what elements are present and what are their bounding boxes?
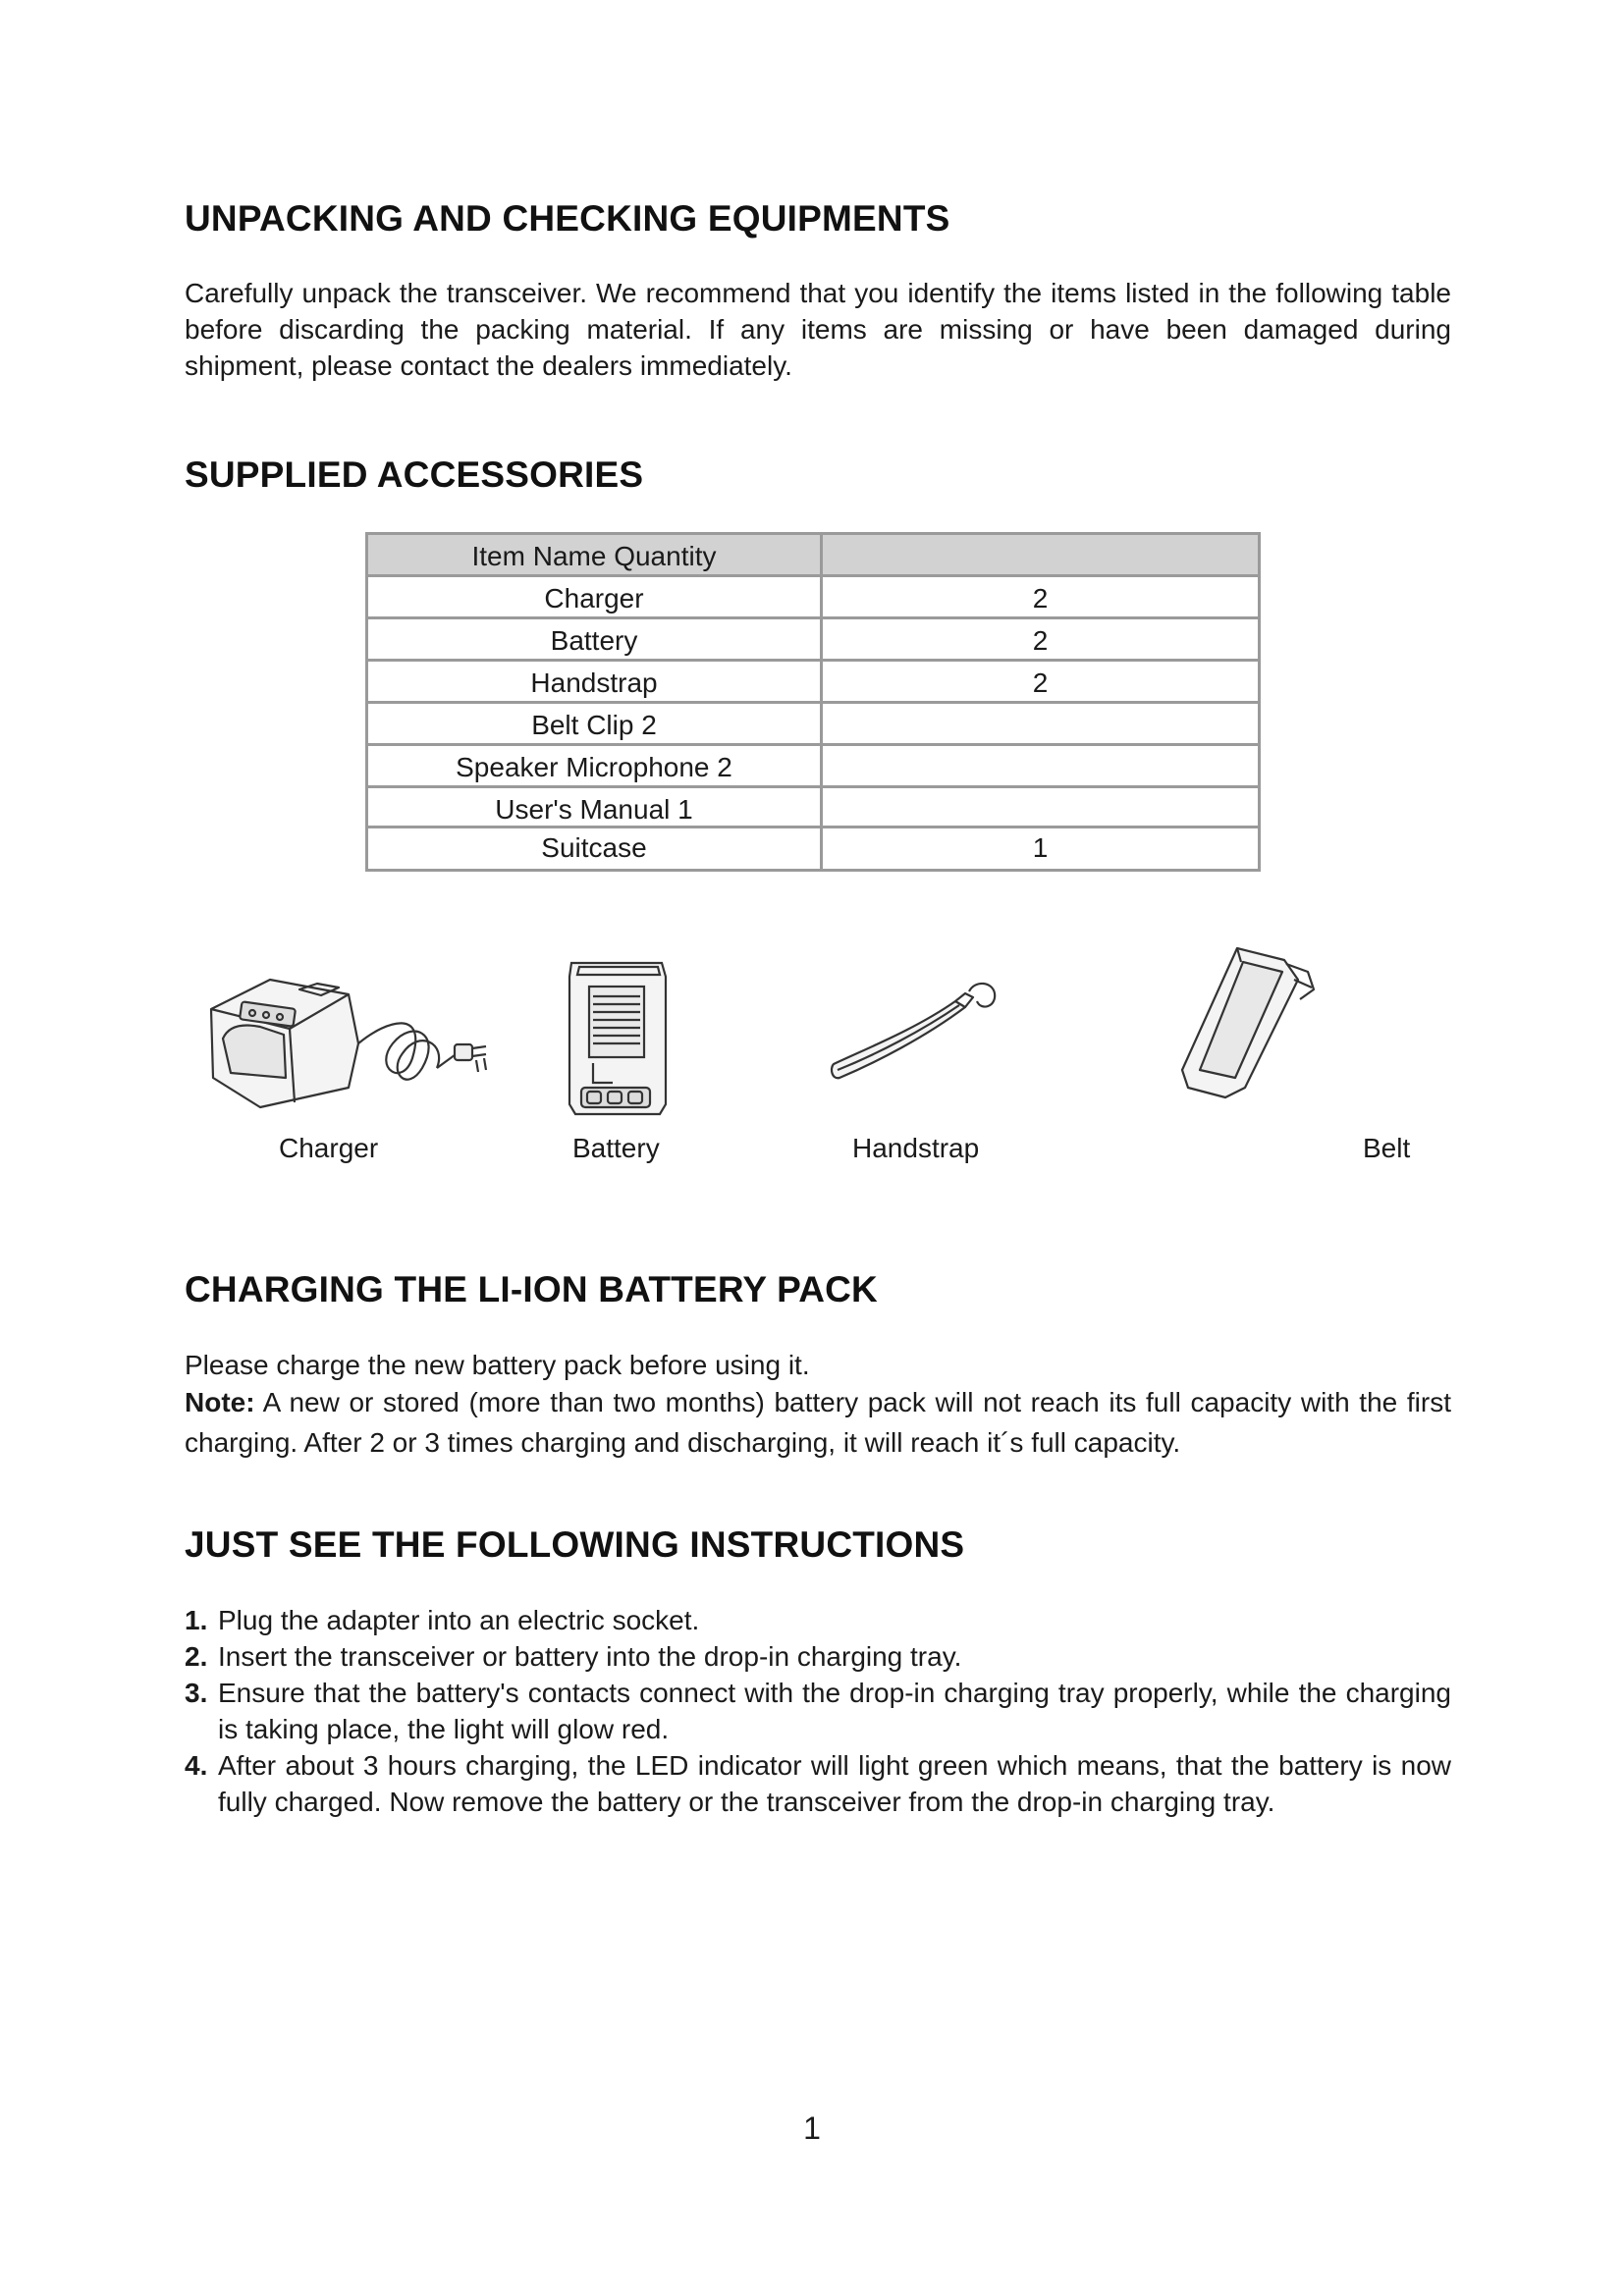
table-cell-quantity: 2 bbox=[1032, 625, 1049, 656]
unpacking-paragraph: Carefully unpack the transceiver. We recommend that you identify the items listed in the following table before discarding the packing material. If any items are missing or have been damaged during shipment, please contact the dealers immediately. bbox=[185, 278, 1451, 381]
table-row bbox=[368, 746, 1258, 788]
table-row bbox=[368, 704, 1258, 746]
table-header-cell: Item Name Quantity bbox=[471, 541, 717, 571]
table-row bbox=[368, 662, 1258, 704]
table-row-divider bbox=[368, 616, 1258, 619]
table-row-divider bbox=[368, 785, 1258, 788]
instruction-list bbox=[185, 1602, 1451, 1820]
charger-icon bbox=[201, 950, 496, 1127]
table-row bbox=[368, 788, 1258, 830]
step-text: Ensure that the battery's contacts connect with the drop-in charging tray properly, while the charging is taking place, the light will glow red. bbox=[218, 1678, 1451, 1744]
figure-caption-charger: Charger bbox=[279, 1133, 379, 1163]
step-number: 4. bbox=[185, 1750, 208, 1781]
charging-heading: CHARGING THE LI-ION BATTERY PACK bbox=[185, 1269, 878, 1309]
table-row-divider bbox=[368, 574, 1258, 577]
note-text: A new or stored (more than two months) battery pack will not reach its full capacity with the first charging. After 2 or 3 times charging and discharging, it will reach it´s full capacity. bbox=[185, 1387, 1451, 1458]
table-header-row bbox=[368, 535, 1258, 577]
table-cell-quantity: 1 bbox=[1032, 832, 1049, 863]
table-cell-quantity bbox=[823, 788, 1258, 830]
list-item bbox=[185, 1602, 1451, 1638]
table-cell-item: Suitcase bbox=[541, 832, 647, 863]
handstrap-icon bbox=[828, 980, 1004, 1093]
accessories-heading: SUPPLIED ACCESSORIES bbox=[185, 454, 644, 495]
step-number: 2. bbox=[185, 1641, 208, 1672]
charging-note bbox=[185, 1382, 1451, 1463]
note-label: Note: bbox=[185, 1387, 255, 1417]
list-item bbox=[185, 1675, 1451, 1747]
table-row bbox=[368, 577, 1258, 619]
instructions-heading: JUST SEE THE FOLLOWING INSTRUCTIONS bbox=[185, 1524, 965, 1565]
table-cell-quantity: 2 bbox=[1032, 583, 1049, 614]
charging-intro: Please charge the new battery pack before using it. bbox=[185, 1350, 810, 1380]
list-item bbox=[185, 1638, 1451, 1675]
table-row bbox=[368, 619, 1258, 662]
step-text: Insert the transceiver or battery into the drop-in charging tray. bbox=[218, 1641, 962, 1672]
step-number: 3. bbox=[185, 1678, 208, 1708]
battery-icon bbox=[564, 957, 672, 1119]
unpacking-heading: UNPACKING AND CHECKING EQUIPMENTS bbox=[185, 198, 950, 239]
table-cell-item: Handstrap bbox=[530, 667, 658, 698]
page-number: 1 bbox=[803, 2110, 821, 2146]
table-row-divider bbox=[368, 743, 1258, 746]
table-row-divider bbox=[368, 659, 1258, 662]
list-item bbox=[185, 1747, 1451, 1820]
table-cell-item: Battery bbox=[550, 625, 638, 656]
step-number: 1. bbox=[185, 1605, 208, 1635]
table-cell-item: Charger bbox=[544, 583, 644, 614]
table-header-cell bbox=[823, 535, 1258, 577]
table-row bbox=[368, 827, 1258, 869]
figure-caption-battery: Battery bbox=[572, 1133, 660, 1163]
table-cell-item: User's Manual 1 bbox=[495, 794, 693, 825]
table-cell-item: Belt Clip 2 bbox=[531, 710, 657, 740]
belt-clip-icon bbox=[1176, 940, 1324, 1107]
table-cell-quantity bbox=[823, 746, 1258, 788]
table-cell-quantity bbox=[823, 704, 1258, 746]
step-text: After about 3 hours charging, the LED indicator will light green which means, that the battery is now fully charged. Now remove the battery or the transceiver from the drop-in charging tray. bbox=[218, 1750, 1451, 1817]
accessories-table bbox=[365, 532, 1261, 872]
table-row-divider bbox=[368, 826, 1258, 828]
figure-caption-handstrap: Handstrap bbox=[852, 1133, 980, 1163]
table-cell-item: Speaker Microphone 2 bbox=[456, 752, 732, 782]
table-row-divider bbox=[368, 701, 1258, 704]
step-text: Plug the adapter into an electric socket. bbox=[218, 1605, 700, 1635]
table-cell-quantity: 2 bbox=[1032, 667, 1049, 698]
figure-caption-belt: Belt bbox=[1363, 1133, 1411, 1163]
